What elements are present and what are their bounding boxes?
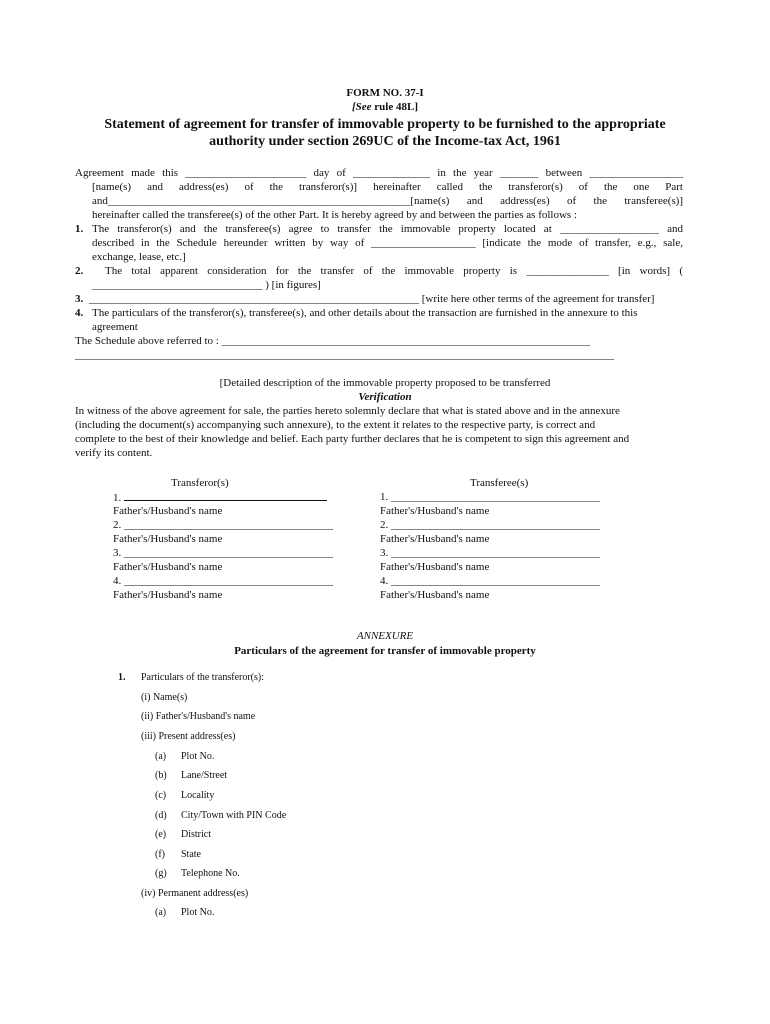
transferor-4: 4. ______________________________________ <box>113 575 333 587</box>
clause-2-line-2: _______________________________ ) [in figures] <box>92 279 321 291</box>
agreement-line-3: and_______________________________________________________[name(s) and address(es) of the transferee(s)] <box>92 195 683 207</box>
verification-line-1: In witness of the above agreement for sale, the parties hereto solemnly declare that what is stated above and in the annexure <box>75 405 620 417</box>
present-field-a-label: Plot No. <box>181 751 215 762</box>
present-field-b-letter: (b) <box>155 770 167 781</box>
clause-1-line-3: exchange, lease, etc.] <box>92 251 186 263</box>
annexure-item-label: Particulars of the transferor(s): <box>141 672 265 683</box>
transferor-3-father: Father's/Husband's name <box>113 561 223 573</box>
present-field-g-letter: (g) <box>155 868 167 879</box>
agreement-line-2: [name(s) and address(es) of the transferor(s)] hereinafter called the transferor(s) of the one Part <box>92 181 683 193</box>
transferor-1-line <box>124 491 327 501</box>
transferee-1-father: Father's/Husband's name <box>380 505 490 517</box>
transferee-2-father: Father's/Husband's name <box>380 533 490 545</box>
schedule-line-1: The Schedule above referred to : ___________________________________________________________________ <box>75 335 591 347</box>
verification-line-4: verify its content. <box>75 447 153 459</box>
rule-see: [See <box>352 101 372 113</box>
agreement-line-4: hereinafter called the transferee(s) of the other Part. It is hereby agreed by and between the parties as follows : <box>92 209 578 221</box>
clause-3-line-1: ____________________________________________________________ [write here other terms of the agreement for transfer] <box>89 293 655 305</box>
field-name: (i) Name(s) <box>141 692 188 703</box>
clause-4-number: 4. <box>75 307 84 319</box>
agreement-line-1: Agreement made this ______________________ day of ______________ in the year _______ between _________________ <box>75 167 683 179</box>
clause-1-line-2: described in the Schedule hereunder written by way of ___________________ [indicate the mode of transfer, e.g., sale, <box>92 237 683 249</box>
field-father-name: (ii) Father's/Husband's name <box>141 711 256 722</box>
transferee-2: 2. ______________________________________ <box>380 519 600 531</box>
permanent-field-a-letter: (a) <box>155 907 167 918</box>
clause-1-line-1: The transferor(s) and the transferee(s) agree to transfer the immovable property located at __________________ and <box>92 223 683 235</box>
transferor-heading: Transferor(s) <box>171 477 229 489</box>
form-number: FORM NO. 37-I <box>346 87 424 99</box>
present-field-f-letter: (f) <box>155 849 165 860</box>
annexure-item-number: 1. <box>118 672 126 683</box>
transferee-4-father: Father's/Husband's name <box>380 589 490 601</box>
verification-line-2: (including the document(s) accompanying such annexure), to the extent it relates to the respective party, is correct and <box>75 419 596 431</box>
transferor-3: 3. ______________________________________ <box>113 547 333 559</box>
verification-heading: Verification <box>358 391 412 403</box>
clause-3-number: 3. <box>75 293 84 305</box>
permanent-field-a-label: Plot No. <box>181 907 215 918</box>
transferee-1: 1. ______________________________________ <box>380 491 600 503</box>
clause-4-line-2: agreement <box>92 321 138 333</box>
annexure-subheading: Particulars of the agreement for transfer of immovable property <box>234 645 536 657</box>
present-field-f-label: State <box>181 849 201 860</box>
present-field-c-letter: (c) <box>155 790 167 801</box>
present-field-e-letter: (e) <box>155 829 167 840</box>
present-field-d-label: City/Town with PIN Code <box>181 810 287 821</box>
clause-1-number: 1. <box>75 223 84 235</box>
clause-2-line-1: The total apparent consideration for the transfer of the immovable property is _______________ [in words] ( <box>105 265 683 277</box>
transferor-2-father: Father's/Husband's name <box>113 533 223 545</box>
schedule-line-2: __________________________________________________________________________________________________ <box>75 349 614 361</box>
present-field-e-label: District <box>181 829 211 840</box>
transferor-1-father: Father's/Husband's name <box>113 505 223 517</box>
present-field-b-label: Lane/Street <box>181 770 228 781</box>
transferee-4: 4. ______________________________________ <box>380 575 600 587</box>
transferor-1 <box>113 491 327 505</box>
present-field-d-letter: (d) <box>155 810 167 821</box>
property-description: [Detailed description of the immovable property proposed to be transferred <box>219 377 551 389</box>
transferee-heading: Transferee(s) <box>470 477 529 489</box>
present-field-g-label: Telephone No. <box>181 868 240 879</box>
annexure-heading: ANNEXURE <box>356 630 414 642</box>
clause-4-line-1: The particulars of the transferor(s), transferee(s), and other details about the transaction are furnished in the annexure to this <box>92 307 638 319</box>
transferor-2: 2. ______________________________________ <box>113 519 333 531</box>
verification-line-3: complete to the best of their knowledge and belief. Each party further declares that he is competent to sign this agreement and <box>75 433 630 445</box>
title-line-2: authority under section 269UC of the Income-tax Act, 1961 <box>209 134 561 149</box>
clause-2-number: 2. <box>75 265 84 277</box>
field-present-address: (iii) Present address(es) <box>141 731 236 742</box>
present-field-a-letter: (a) <box>155 751 167 762</box>
transferee-3: 3. ______________________________________ <box>380 547 600 559</box>
rule-reference <box>0 101 770 114</box>
transferor-1-number: 1. <box>113 492 122 504</box>
rule-number: rule 48L] <box>374 101 418 113</box>
field-permanent-address: (iv) Permanent address(es) <box>141 888 249 899</box>
title-line-1: Statement of agreement for transfer of immovable property to be furnished to the appropriate <box>104 117 666 132</box>
transferor-4-father: Father's/Husband's name <box>113 589 223 601</box>
transferee-3-father: Father's/Husband's name <box>380 561 490 573</box>
present-field-c-label: Locality <box>181 790 215 801</box>
